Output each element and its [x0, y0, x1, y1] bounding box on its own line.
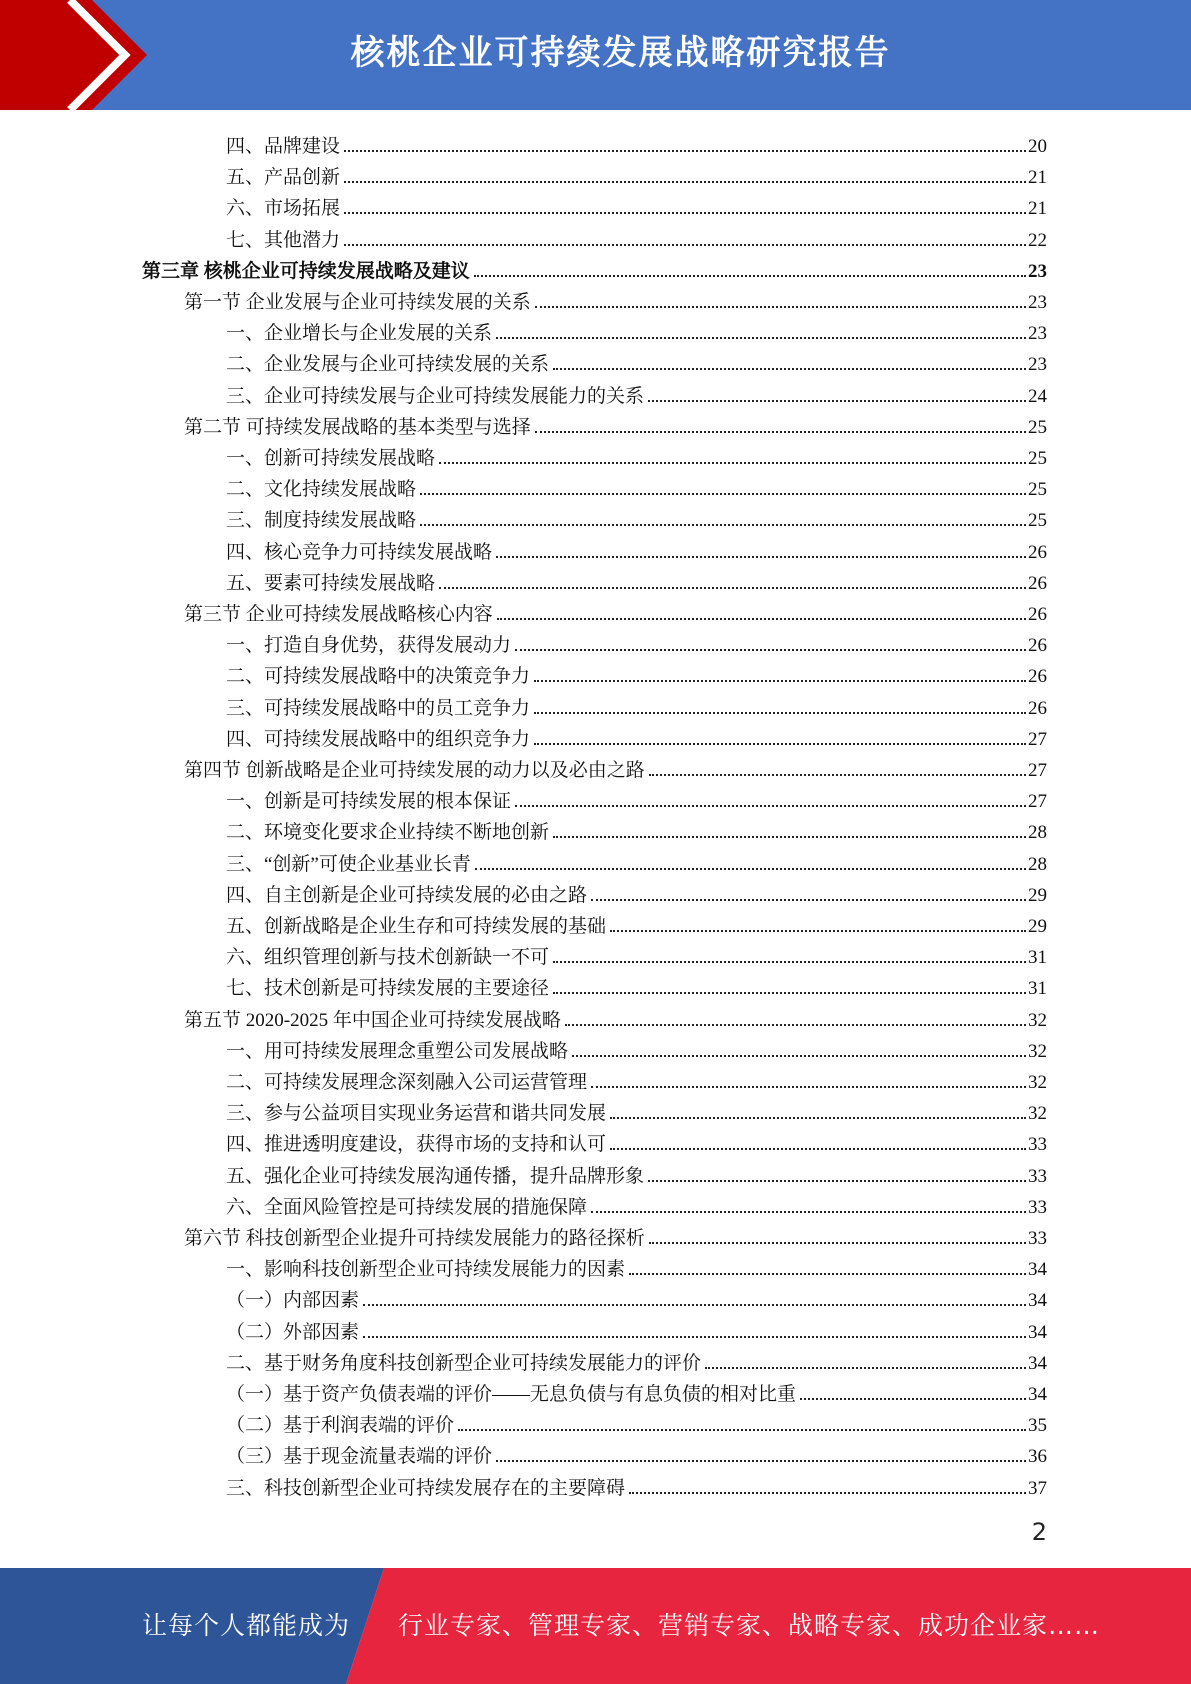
toc-entry-label: 五、创新战略是企业生存和可持续发展的基础 — [226, 916, 607, 937]
toc-dot-leader — [496, 337, 1026, 339]
toc-entry-page: 23 — [1028, 323, 1047, 345]
toc-item-entry[interactable] — [226, 127, 1047, 158]
toc-entry-label: 四、核心竞争力可持续发展战略 — [226, 541, 493, 563]
toc-entry-page: 21 — [1028, 198, 1047, 220]
toc-entry-label: 一、影响科技创新型企业可持续发展能力的因素 — [226, 1259, 626, 1281]
toc-dot-leader — [610, 1117, 1026, 1119]
toc-item-entry[interactable] — [226, 158, 1047, 189]
toc-entry-page: 25 — [1028, 448, 1047, 469]
toc-entry-label: 七、其他潜力 — [226, 229, 341, 251]
toc-dot-leader — [496, 1460, 1026, 1462]
toc-entry-label: （二）基于利润表端的评价 — [226, 1415, 455, 1437]
toc-dot-leader — [610, 1148, 1026, 1150]
toc-entry-label: （三）基于现金流量表端的评价 — [226, 1446, 493, 1468]
toc-item-entry[interactable] — [226, 1250, 1047, 1281]
toc-item-entry[interactable] — [226, 470, 1047, 501]
toc-entry-page: 32 — [1028, 1072, 1047, 1093]
toc-entry-label: 四、自主创新是企业可持续发展的必由之路 — [226, 884, 588, 906]
toc-entry-page: 27 — [1028, 791, 1047, 813]
toc-entry-label: 七、技术创新是可持续发展的主要途径 — [226, 978, 550, 1000]
toc-entry-page: 23 — [1028, 292, 1047, 313]
toc-item-entry[interactable] — [226, 689, 1047, 720]
toc-section-entry[interactable] — [184, 595, 1047, 626]
toc-entry-page: 25 — [1028, 479, 1047, 501]
toc-dot-leader — [439, 587, 1026, 589]
toc-dot-leader — [439, 462, 1026, 464]
toc-item-entry[interactable] — [226, 501, 1047, 532]
toc-entry-label: 一、企业增长与企业发展的关系 — [226, 323, 493, 345]
toc-dot-leader — [497, 618, 1026, 620]
document-title: 核桃企业可持续发展战略研究报告 — [350, 33, 891, 73]
toc-section-entry[interactable] — [184, 1001, 1047, 1032]
toc-entry-page: 26 — [1028, 635, 1047, 657]
toc-entry-label: 五、强化企业可持续发展沟通传播，提升品牌形象 — [226, 1165, 645, 1187]
toc-entry-page: 33 — [1028, 1165, 1047, 1187]
toc-dot-leader — [515, 805, 1026, 807]
toc-entry-label: 第四节 创新战略是企业可持续发展的动力以及必由之路 — [184, 760, 645, 781]
toc-entry-page: 26 — [1028, 697, 1047, 719]
toc-entry-page: 33 — [1028, 1228, 1047, 1249]
toc-dot-leader — [572, 1055, 1026, 1057]
toc-entry-page: 32 — [1028, 1009, 1047, 1031]
toc-entry-page: 29 — [1028, 916, 1047, 937]
toc-entry-label: （一）内部因素 — [226, 1290, 360, 1312]
page-header-banner — [0, 0, 1191, 110]
toc-entry-page: 26 — [1028, 541, 1047, 563]
toc-item-entry[interactable] — [226, 1125, 1047, 1156]
toc-entry-page: 21 — [1028, 167, 1047, 189]
toc-entry-label: 一、创新是可持续发展的根本保证 — [226, 791, 512, 813]
toc-dot-leader — [553, 961, 1026, 963]
toc-dot-leader — [800, 1398, 1026, 1400]
toc-entry-label: 第一节 企业发展与企业可持续发展的关系 — [184, 292, 531, 313]
toc-item-entry[interactable] — [226, 1063, 1047, 1094]
toc-item-entry[interactable] — [226, 845, 1047, 876]
toc-entry-label: 三、“创新”可使企业基业长青 — [226, 853, 471, 875]
toc-entry-label: 五、产品创新 — [226, 167, 341, 189]
toc-item-entry[interactable] — [226, 907, 1047, 938]
toc-dot-leader — [553, 992, 1026, 994]
toc-entry-label: 第五节 2020-2025 年中国企业可持续发展战略 — [184, 1009, 561, 1031]
toc-dot-leader — [649, 774, 1026, 776]
toc-entry-page: 33 — [1028, 1196, 1047, 1218]
toc-entry-label: 第二节 可持续发展战略的基本类型与选择 — [184, 416, 531, 438]
toc-dot-leader — [363, 1304, 1026, 1306]
toc-entry-label: 四、可持续发展战略中的组织竞争力 — [226, 728, 531, 750]
toc-section-entry[interactable] — [184, 751, 1047, 782]
toc-dot-leader — [705, 1367, 1026, 1369]
toc-entry-label: 三、科技创新型企业可持续发展存在的主要障碍 — [226, 1477, 626, 1499]
toc-dot-leader — [474, 275, 1026, 277]
toc-dot-leader — [534, 680, 1026, 682]
toc-entry-page: 34 — [1028, 1321, 1047, 1343]
toc-entry-label: 三、企业可持续发展与企业可持续发展能力的关系 — [226, 385, 645, 407]
toc-dot-leader — [553, 836, 1026, 838]
toc-entry-label: 二、环境变化要求企业持续不断地创新 — [226, 822, 550, 844]
toc-dot-leader — [496, 556, 1026, 558]
toc-dot-leader — [648, 1180, 1026, 1182]
toc-item-entry[interactable] — [226, 189, 1047, 220]
toc-item-entry[interactable] — [226, 969, 1047, 1000]
toc-dot-leader — [475, 868, 1026, 870]
toc-entry-page: 25 — [1028, 416, 1047, 438]
toc-entry-label: 二、基于财务角度科技创新型企业可持续发展能力的评价 — [226, 1352, 702, 1374]
footer-slogan-left: 让每个人都能成为 — [142, 1611, 351, 1640]
toc-entry-page: 28 — [1028, 853, 1047, 875]
toc-dot-leader — [420, 524, 1026, 526]
toc-dot-leader — [458, 1429, 1026, 1431]
toc-dot-leader — [363, 1336, 1026, 1338]
toc-item-entry[interactable] — [226, 1469, 1047, 1500]
toc-entry-page: 23 — [1028, 260, 1047, 282]
toc-entry-label: 二、企业发展与企业可持续发展的关系 — [226, 354, 550, 376]
toc-item-entry[interactable] — [226, 782, 1047, 813]
toc-item-entry[interactable] — [226, 1344, 1047, 1375]
toc-entry-label: 五、要素可持续发展战略 — [226, 572, 436, 594]
toc-entry-page: 26 — [1028, 572, 1047, 594]
toc-entry-label: 四、品牌建设 — [226, 136, 341, 157]
toc-entry-page: 31 — [1028, 947, 1047, 969]
toc-entry-page: 36 — [1028, 1446, 1047, 1468]
toc-entry-label: 二、文化持续发展战略 — [226, 479, 417, 501]
toc-dot-leader — [535, 431, 1026, 433]
toc-entry-label: 二、可持续发展理念深刻融入公司运营管理 — [226, 1072, 588, 1093]
toc-item-entry[interactable] — [226, 564, 1047, 595]
toc-dot-leader — [649, 1242, 1026, 1244]
toc-item-entry[interactable] — [226, 439, 1047, 470]
toc-item-entry[interactable] — [226, 533, 1047, 564]
toc-item-entry[interactable] — [226, 345, 1047, 376]
toc-entry-page: 27 — [1028, 760, 1047, 781]
toc-item-entry[interactable] — [226, 657, 1047, 688]
toc-dot-leader — [591, 899, 1026, 901]
toc-entry-label: 三、可持续发展战略中的员工竞争力 — [226, 697, 531, 719]
toc-dot-leader — [344, 150, 1026, 152]
toc-item-entry[interactable] — [226, 221, 1047, 252]
toc-entry-page: 27 — [1028, 728, 1047, 750]
footer-slogan-right: 行业专家、管理专家、营销专家、战略专家、成功企业家…… — [398, 1611, 1101, 1640]
toc-entry-label: （一）基于资产负债表端的评价——无息负债与有息负债的相对比重 — [226, 1384, 797, 1405]
toc-entry-page: 26 — [1028, 666, 1047, 688]
toc-item-entry[interactable] — [226, 1188, 1047, 1219]
toc-entry-label: 一、创新可持续发展战略 — [226, 448, 436, 469]
toc-entry-page: 34 — [1028, 1259, 1047, 1281]
toc-entry-page: 32 — [1028, 1103, 1047, 1125]
toc-dot-leader — [420, 493, 1026, 495]
toc-dot-leader — [515, 649, 1026, 651]
toc-entry-page: 33 — [1028, 1134, 1047, 1156]
toc-entry-label: 六、全面风险管控是可持续发展的措施保障 — [226, 1196, 588, 1218]
toc-entry-label: 第六节 科技创新型企业提升可持续发展能力的路径探析 — [184, 1228, 645, 1249]
toc-item-entry[interactable] — [226, 1375, 1047, 1406]
toc-section-entry[interactable] — [184, 408, 1047, 439]
toc-entry-page: 34 — [1028, 1352, 1047, 1374]
page-number: 2 — [1031, 1518, 1047, 1546]
toc-entry-page: 25 — [1028, 510, 1047, 532]
toc-item-entry[interactable] — [226, 1094, 1047, 1125]
toc-entry-label: 四、推进透明度建设，获得市场的支持和认可 — [226, 1134, 607, 1156]
toc-item-entry[interactable] — [226, 1437, 1047, 1468]
toc-item-entry[interactable] — [226, 876, 1047, 907]
toc-entry-label: 三、制度持续发展战略 — [226, 510, 417, 532]
toc-entry-page: 35 — [1028, 1415, 1047, 1437]
page-footer-banner — [0, 1568, 1191, 1684]
toc-entry-label: 第三章 核桃企业可持续发展战略及建议 — [142, 260, 470, 282]
toc-chapter-entry[interactable] — [142, 252, 1047, 283]
toc-dot-leader — [629, 1492, 1026, 1494]
toc-section-entry[interactable] — [184, 283, 1047, 314]
toc-item-entry[interactable] — [226, 377, 1047, 408]
toc-entry-page: 24 — [1028, 385, 1047, 407]
toc-entry-page: 34 — [1028, 1290, 1047, 1312]
toc-dot-leader — [591, 1086, 1026, 1088]
toc-item-entry[interactable] — [226, 1313, 1047, 1344]
toc-entry-page: 32 — [1028, 1040, 1047, 1062]
toc-entry-label: 一、用可持续发展理念重塑公司发展战略 — [226, 1040, 569, 1062]
toc-dot-leader — [610, 930, 1026, 932]
toc-entry-label: 三、参与公益项目实现业务运营和谐共同发展 — [226, 1103, 607, 1125]
toc-entry-page: 28 — [1028, 822, 1047, 844]
toc-dot-leader — [591, 1211, 1026, 1213]
toc-item-entry[interactable] — [226, 626, 1047, 657]
toc-entry-label: 一、打造自身优势，获得发展动力 — [226, 635, 512, 657]
toc-dot-leader — [344, 181, 1026, 183]
toc-dot-leader — [535, 306, 1026, 308]
toc-entry-page: 26 — [1028, 604, 1047, 625]
toc-entry-page: 23 — [1028, 354, 1047, 376]
toc-item-entry[interactable] — [226, 720, 1047, 751]
toc-entry-page: 31 — [1028, 978, 1047, 1000]
toc-entry-label: 二、可持续发展战略中的决策竞争力 — [226, 666, 531, 688]
toc-item-entry[interactable] — [226, 1406, 1047, 1437]
toc-dot-leader — [344, 244, 1026, 246]
toc-item-entry[interactable] — [226, 314, 1047, 345]
toc-entry-page: 20 — [1028, 136, 1047, 157]
toc-entry-page: 22 — [1028, 229, 1047, 251]
toc-section-entry[interactable] — [184, 1219, 1047, 1250]
toc-entry-label: 六、市场拓展 — [226, 198, 341, 220]
toc-item-entry[interactable] — [226, 813, 1047, 844]
toc-entry-page: 37 — [1028, 1477, 1047, 1499]
toc-item-entry[interactable] — [226, 938, 1047, 969]
toc-entry-page: 29 — [1028, 884, 1047, 906]
toc-item-entry[interactable] — [226, 1032, 1047, 1063]
toc-dot-leader — [553, 368, 1026, 370]
toc-dot-leader — [534, 743, 1026, 745]
toc-item-entry[interactable] — [226, 1281, 1047, 1312]
toc-entry-label: （二）外部因素 — [226, 1321, 360, 1343]
toc-dot-leader — [648, 400, 1026, 402]
toc-dot-leader — [565, 1024, 1026, 1026]
toc-item-entry[interactable] — [226, 1157, 1047, 1188]
toc-entry-label: 第三节 企业可持续发展战略核心内容 — [184, 604, 493, 625]
toc-entry-label: 六、组织管理创新与技术创新缺一不可 — [226, 947, 550, 969]
toc-dot-leader — [629, 1273, 1026, 1275]
toc-dot-leader — [344, 212, 1026, 214]
toc-entry-page: 34 — [1028, 1384, 1047, 1405]
toc-dot-leader — [534, 712, 1026, 714]
